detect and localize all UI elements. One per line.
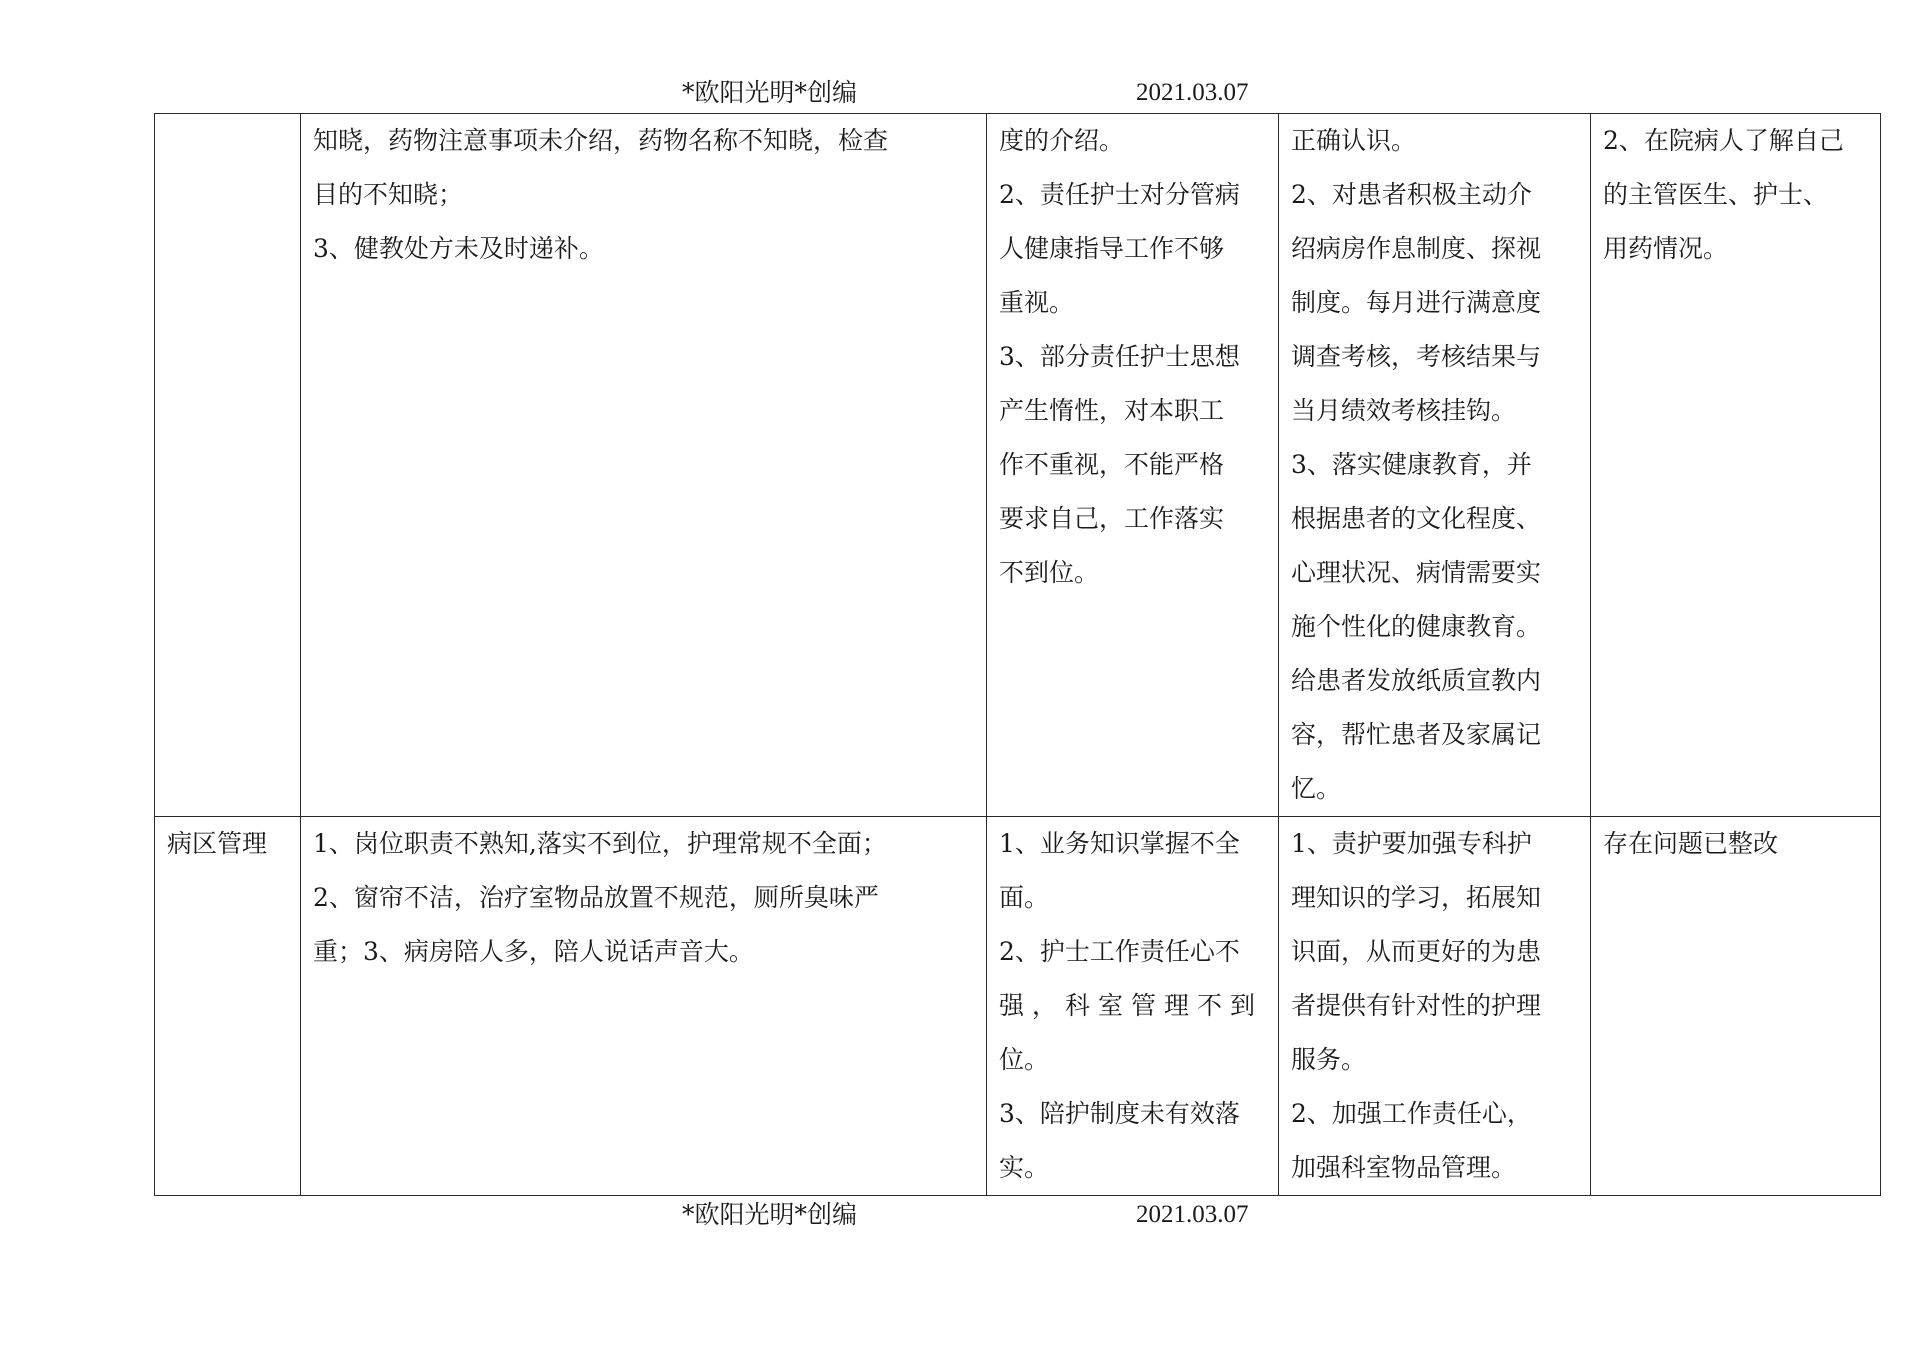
problem-line: 知晓，药物注意事项未介绍，药物名称不知晓，检查 — [313, 126, 889, 155]
cause-line: 度的介绍。 — [999, 126, 1125, 155]
cause-line: 要求自己，工作落实 — [999, 504, 1225, 533]
result-line: 存在问题已整改 — [1603, 829, 1779, 858]
measure-line: 给患者发放纸质宣教内 — [1291, 666, 1542, 695]
result-line: 用药情况。 — [1603, 234, 1729, 263]
measure-line: 容，帮忙患者及家属记 — [1291, 720, 1542, 749]
measure-line: 服务。 — [1291, 1045, 1367, 1074]
measure-line: 施个性化的健康教育。 — [1291, 612, 1542, 641]
cause-line: 位。 — [999, 1045, 1050, 1074]
table-row — [155, 817, 1881, 1196]
measures-cell — [1279, 114, 1591, 817]
measure-line: 调查考核，考核结果与 — [1291, 342, 1542, 371]
measure-line: 理知识的学习，拓展知 — [1291, 883, 1542, 912]
measure-line: 3、落实健康教育，并 — [1291, 450, 1532, 479]
problems-cell — [301, 114, 987, 817]
measure-line: 根据患者的文化程度、 — [1291, 504, 1542, 533]
problem-line: 3、健教处方未及时递补。 — [313, 234, 604, 263]
result-line: 2、在院病人了解自己 — [1603, 126, 1844, 155]
cause-line: 2、责任护士对分管病 — [999, 180, 1240, 209]
cause-line: 作不重视，不能严格 — [999, 450, 1225, 479]
problem-analysis-table — [154, 113, 1881, 1196]
measure-line: 2、对患者积极主动介 — [1291, 180, 1532, 209]
measures-cell — [1279, 817, 1591, 1196]
measure-line: 2、加强工作责任心， — [1291, 1099, 1532, 1128]
measure-line: 者提供有针对性的护理 — [1291, 991, 1542, 1020]
problem-line: 2、窗帘不洁，治疗室物品放置不规范，厕所臭味严 — [313, 883, 879, 912]
causes-cell — [987, 817, 1279, 1196]
footer-date: 2021.03.07 — [1136, 1201, 1249, 1228]
results-cell — [1591, 114, 1881, 817]
result-line: 的主管医生、护士、 — [1603, 180, 1829, 209]
problem-line: 目的不知晓； — [313, 180, 464, 209]
cause-line: 1、业务知识掌握不全 — [999, 829, 1240, 858]
cause-line: 重视。 — [999, 288, 1075, 317]
page-header — [0, 73, 1930, 113]
cause-line: 3、部分责任护士思想 — [999, 342, 1240, 371]
cause-line: 产生惰性，对本职工 — [999, 396, 1225, 425]
measure-line: 忆。 — [1291, 774, 1342, 803]
problems-cell — [301, 817, 987, 1196]
cause-line: 不到位。 — [999, 558, 1100, 587]
cause-line: 实。 — [999, 1153, 1050, 1182]
footer-author: *欧阳光明*创编 — [682, 1200, 858, 1229]
table-row — [155, 114, 1881, 817]
measure-line: 当月绩效考核挂钩。 — [1291, 396, 1517, 425]
header-author: *欧阳光明*创编 — [682, 78, 858, 107]
page-footer — [0, 1195, 1930, 1235]
measure-line: 1、责护要加强专科护 — [1291, 829, 1532, 858]
cause-line: 面。 — [999, 883, 1050, 912]
problem-line: 重；3、病房陪人多，陪人说话声音大。 — [313, 937, 754, 966]
category-cell — [155, 114, 301, 817]
causes-cell — [987, 114, 1279, 817]
measure-line: 加强科室物品管理。 — [1291, 1153, 1517, 1182]
cause-line: 人健康指导工作不够 — [999, 234, 1225, 263]
cause-line: 3、陪护制度未有效落 — [999, 1099, 1240, 1128]
measure-line: 制度。每月进行满意度 — [1291, 288, 1542, 317]
category-cell — [155, 817, 301, 1196]
category-label: 病区管理 — [167, 829, 268, 858]
header-date: 2021.03.07 — [1136, 79, 1249, 106]
results-cell — [1591, 817, 1881, 1196]
cause-line: 2、护士工作责任心不 — [999, 937, 1240, 966]
measure-line: 绍病房作息制度、探视 — [1291, 234, 1542, 263]
measure-line: 心理状况、病情需要实 — [1291, 558, 1542, 587]
cause-line: 强，科室管理不到 — [999, 991, 1264, 1020]
problem-line: 1、岗位职责不熟知,落实不到位，护理常规不全面； — [313, 829, 887, 858]
measure-line: 正确认识。 — [1291, 126, 1417, 155]
measure-line: 识面，从而更好的为患 — [1291, 937, 1542, 966]
